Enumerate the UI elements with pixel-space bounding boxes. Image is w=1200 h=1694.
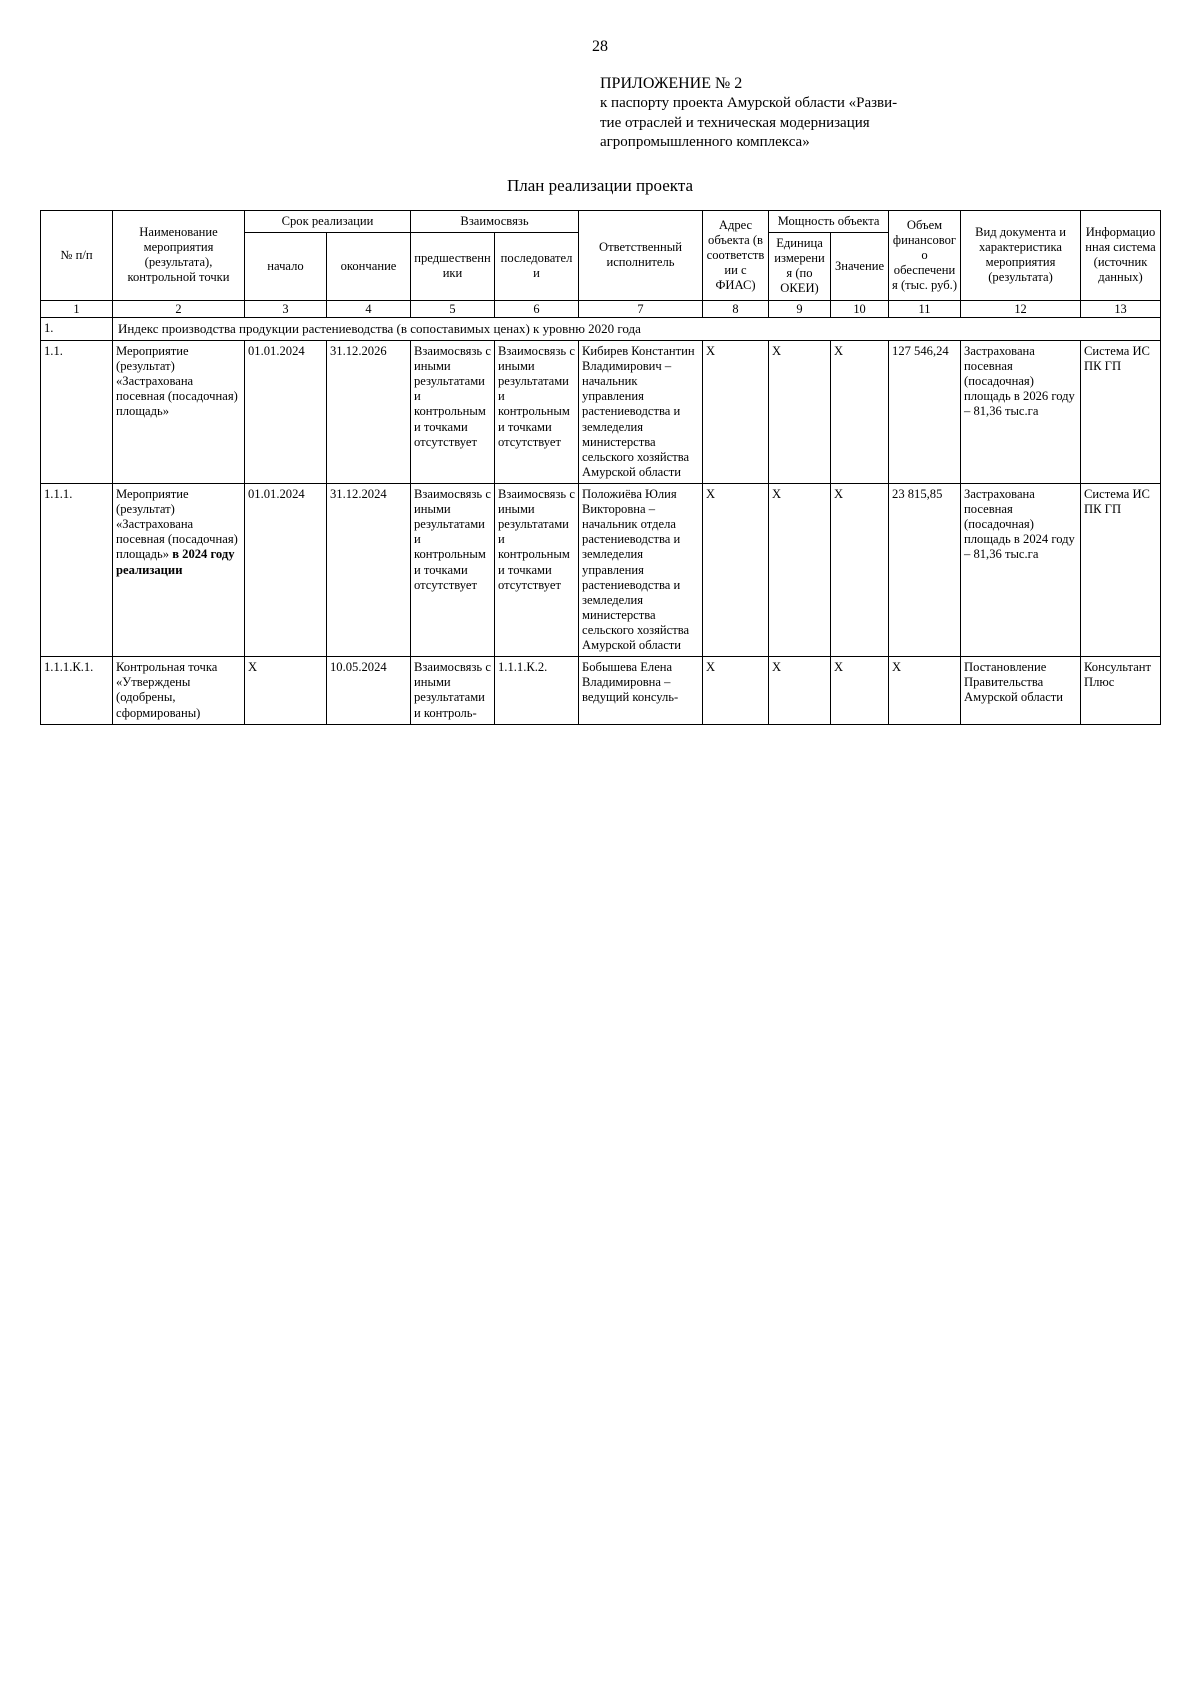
column-number: 1 xyxy=(41,300,113,318)
header-value: Значение xyxy=(831,233,889,300)
column-number: 11 xyxy=(889,300,961,318)
column-number: 12 xyxy=(961,300,1081,318)
row-value: X xyxy=(831,484,889,657)
header-document: Вид документа и характеристика мероприятия (результата) xyxy=(961,211,1081,301)
column-number: 13 xyxy=(1081,300,1161,318)
column-number: 2 xyxy=(113,300,245,318)
header-start: начало xyxy=(245,233,327,300)
section-number: 1. xyxy=(41,318,113,341)
column-number: 8 xyxy=(703,300,769,318)
row-name xyxy=(113,484,245,657)
row-address: X xyxy=(703,484,769,657)
header-no: № п/п xyxy=(41,211,113,301)
column-number-row xyxy=(41,300,1161,318)
row-infosystem: Система ИС ПК ГП xyxy=(1081,341,1161,484)
row-start: X xyxy=(245,657,327,724)
section-title: Индекс производства продукции растениеводства (в сопоставимых ценах) к уровню 2020 года xyxy=(113,318,1161,341)
appendix-line: тие отраслей и техническая модернизация xyxy=(600,114,870,131)
row-responsible: Положиёва Юлия Викторовна – начальник отдела растениеводства и земледелия управления растениеводства и земледелия министерства сельского хозяйства Амурской области xyxy=(579,484,703,657)
row-finance: 127 546,24 xyxy=(889,341,961,484)
header-infosystem: Информационная система (источник данных) xyxy=(1081,211,1161,301)
row-unit: X xyxy=(769,657,831,724)
row-end: 31.12.2026 xyxy=(327,341,411,484)
row-responsible: Кибирев Константин Владимирович – начальник управления растениеводства и земледелия министерства сельского хозяйства Амурской области xyxy=(579,341,703,484)
row-name-text: Мероприятие (результат) «Застрахована посевная (посадочная) площадь» xyxy=(116,487,238,562)
column-number: 7 xyxy=(579,300,703,318)
row-name-text: Мероприятие (результат) «Застрахована посевная (посадочная) площадь» xyxy=(116,344,238,419)
appendix-title: ПРИЛОЖЕНИЕ № 2 xyxy=(600,75,743,92)
row-infosystem: Консультант Плюс xyxy=(1081,657,1161,724)
plan-title: План реализации проекта xyxy=(506,176,694,196)
row-name xyxy=(113,341,245,484)
column-number: 6 xyxy=(495,300,579,318)
header-relation: Взаимосвязь xyxy=(411,211,579,233)
header-unit: Единица измерения (по ОКЕИ) xyxy=(769,233,831,300)
row-name-text: Контрольная точка «Утверждены (одобрены, сформированы) xyxy=(116,660,218,720)
row-address: X xyxy=(703,657,769,724)
row-end: 10.05.2024 xyxy=(327,657,411,724)
row-document: Постановление Правительства Амурской области xyxy=(961,657,1081,724)
appendix-line: к паспорту проекта Амурской области «Разви- xyxy=(600,95,898,112)
row-finance: X xyxy=(889,657,961,724)
row-document: Застрахована посевная (посадочная) площадь в 2024 году – 81,36 тыс.га xyxy=(961,484,1081,657)
row-name xyxy=(113,657,245,724)
row-document: Застрахована посевная (посадочная) площадь в 2026 году – 81,36 тыс.га xyxy=(961,341,1081,484)
row-predecessors: Взаимосвязь с иными результатами и контрольными точками отсутствует xyxy=(411,484,495,657)
row-successors: 1.1.1.К.2. xyxy=(495,657,579,724)
table-row xyxy=(41,341,1161,484)
row-number: 1.1. xyxy=(41,341,113,484)
header-row xyxy=(41,211,1161,233)
column-number: 4 xyxy=(327,300,411,318)
row-predecessors: Взаимосвязь с иными результатами и контроль- xyxy=(411,657,495,724)
row-end: 31.12.2024 xyxy=(327,484,411,657)
page-number: 28 xyxy=(592,38,608,55)
appendix-line: агропромышленного комплекса» xyxy=(600,133,810,150)
header-address: Адрес объекта (в соответствии с ФИАС) xyxy=(703,211,769,301)
row-number: 1.1.1.К.1. xyxy=(41,657,113,724)
header-capacity: Мощность объекта xyxy=(769,211,889,233)
plan-table xyxy=(40,210,1161,725)
header-finance: Объем финансового обеспечения (тыс. руб.) xyxy=(889,211,961,301)
row-unit: X xyxy=(769,341,831,484)
row-address: X xyxy=(703,341,769,484)
row-successors: Взаимосвязь с иными результатами и контрольными точками отсутствует xyxy=(495,341,579,484)
header-period: Срок реализации xyxy=(245,211,411,233)
row-number: 1.1.1. xyxy=(41,484,113,657)
row-start: 01.01.2024 xyxy=(245,484,327,657)
row-responsible: Бобышева Елена Владимировна – ведущий консуль- xyxy=(579,657,703,724)
column-number: 5 xyxy=(411,300,495,318)
column-number: 9 xyxy=(769,300,831,318)
row-value: X xyxy=(831,341,889,484)
row-start: 01.01.2024 xyxy=(245,341,327,484)
appendix-header xyxy=(600,74,1160,152)
row-finance: 23 815,85 xyxy=(889,484,961,657)
header-successors: последователи xyxy=(495,233,579,300)
row-successors: Взаимосвязь с иными результатами и контрольными точками отсутствует xyxy=(495,484,579,657)
row-value: X xyxy=(831,657,889,724)
header-predecessors: предшественники xyxy=(411,233,495,300)
row-unit: X xyxy=(769,484,831,657)
row-infosystem: Система ИС ПК ГП xyxy=(1081,484,1161,657)
section-row xyxy=(41,318,1161,341)
table-row xyxy=(41,484,1161,657)
header-responsible: Ответственный исполнитель xyxy=(579,211,703,301)
column-number: 3 xyxy=(245,300,327,318)
header-name: Наименование мероприятия (результата), контрольной точки xyxy=(113,211,245,301)
row-name-bold: в 2024 году реализации xyxy=(116,547,235,577)
row-predecessors: Взаимосвязь с иными результатами и контрольными точками отсутствует xyxy=(411,341,495,484)
header-end: окончание xyxy=(327,233,411,300)
table-row xyxy=(41,657,1161,724)
column-number: 10 xyxy=(831,300,889,318)
